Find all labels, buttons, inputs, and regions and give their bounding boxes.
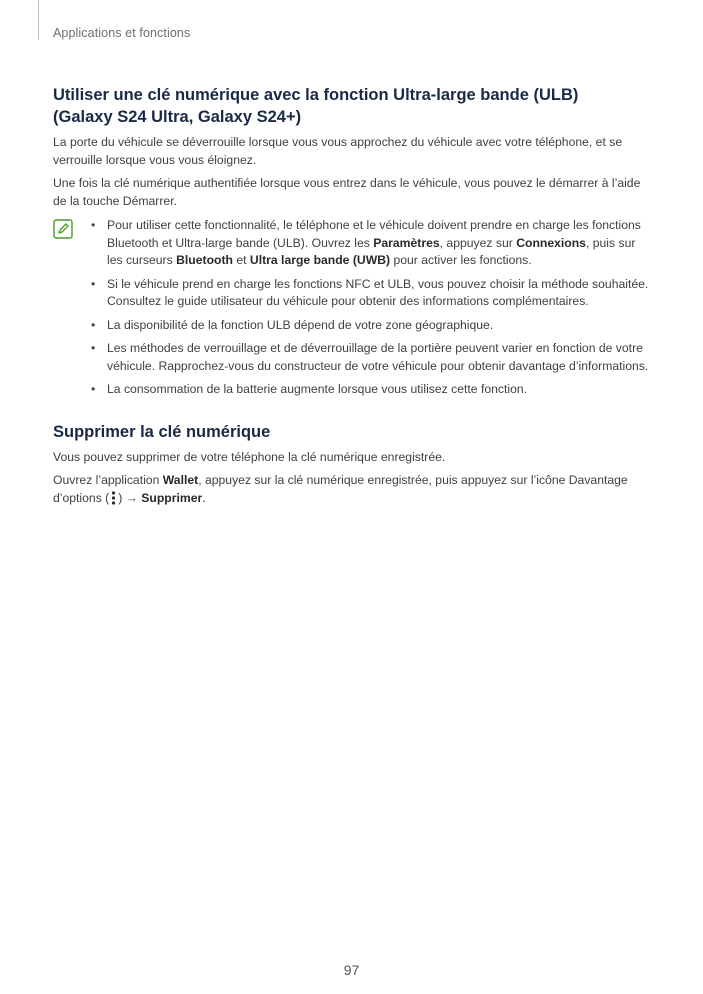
running-head: Applications et fonctions (53, 26, 191, 40)
page-number: 97 (343, 962, 360, 978)
note-bullet-item: • Si le véhicule prend en charge les fonctions NFC et ULB, vous pouvez choisir la méthode souhaitée. Consultez le guide utilisateur du véhicule pour obtenir des informations complémentaires. (91, 276, 649, 308)
section-title-line1: Utiliser une clé numérique avec la fonction Ultra-large bande (ULB) (53, 86, 579, 104)
more-options-icon (109, 490, 118, 506)
paragraph-delete-steps: Ouvrez l’application Wallet, appuyez sur la clé numérique enregistrée, puis appuyez sur l’icône Davantage d’options ( ) → Supprimer. (53, 473, 628, 505)
note-bullet-item: • La consommation de la batterie augmente lorsque vous utilisez cette fonction. (91, 382, 528, 396)
note-bullet-item: • Pour utiliser cette fonctionnalité, le téléphone et le véhicule doivent prendre en charge les fonctions Bluetooth et Ultra-large bande (ULB). Ouvrez les Paramètres, appuyez sur Connexions, puis sur les curseurs Bluetooth et Ultra large bande (UWB) pour activer les fonctions. (91, 218, 641, 267)
margin-rule (38, 0, 39, 40)
note-block (53, 217, 653, 399)
note-bullet-item: • Les méthodes de verrouillage et de déverrouillage de la portière peuvent varier en fonction de votre véhicule. Rapprochez-vous du constructeur de votre véhicule pour obtenir davantage d’informations. (91, 341, 649, 373)
paragraph-delete-intro: Vous pouvez supprimer de votre téléphone la clé numérique enregistrée. (53, 449, 446, 464)
section-title-delete: Supprimer la clé numérique (53, 422, 271, 441)
page-content (53, 84, 653, 507)
section-title-ulb (53, 84, 653, 128)
section-title-line2: (Galaxy S24 Ultra, Galaxy S24+) (53, 108, 302, 126)
paragraph-start: Une fois la clé numérique authentifiée lorsque vous entrez dans le véhicule, vous pouvez le démarrer à l’aide de la touche Démarrer. (53, 176, 641, 208)
pencil-note-icon (53, 219, 73, 239)
paragraph-unlock: La porte du véhicule se déverrouille lorsque vous vous approchez du véhicule avec votre téléphone, et se verrouille lorsque vous vous éloignez. (53, 135, 623, 167)
note-bullet-list (89, 217, 653, 399)
note-bullet-item: • La disponibilité de la fonction ULB dépend de votre zone géographique. (91, 317, 494, 332)
